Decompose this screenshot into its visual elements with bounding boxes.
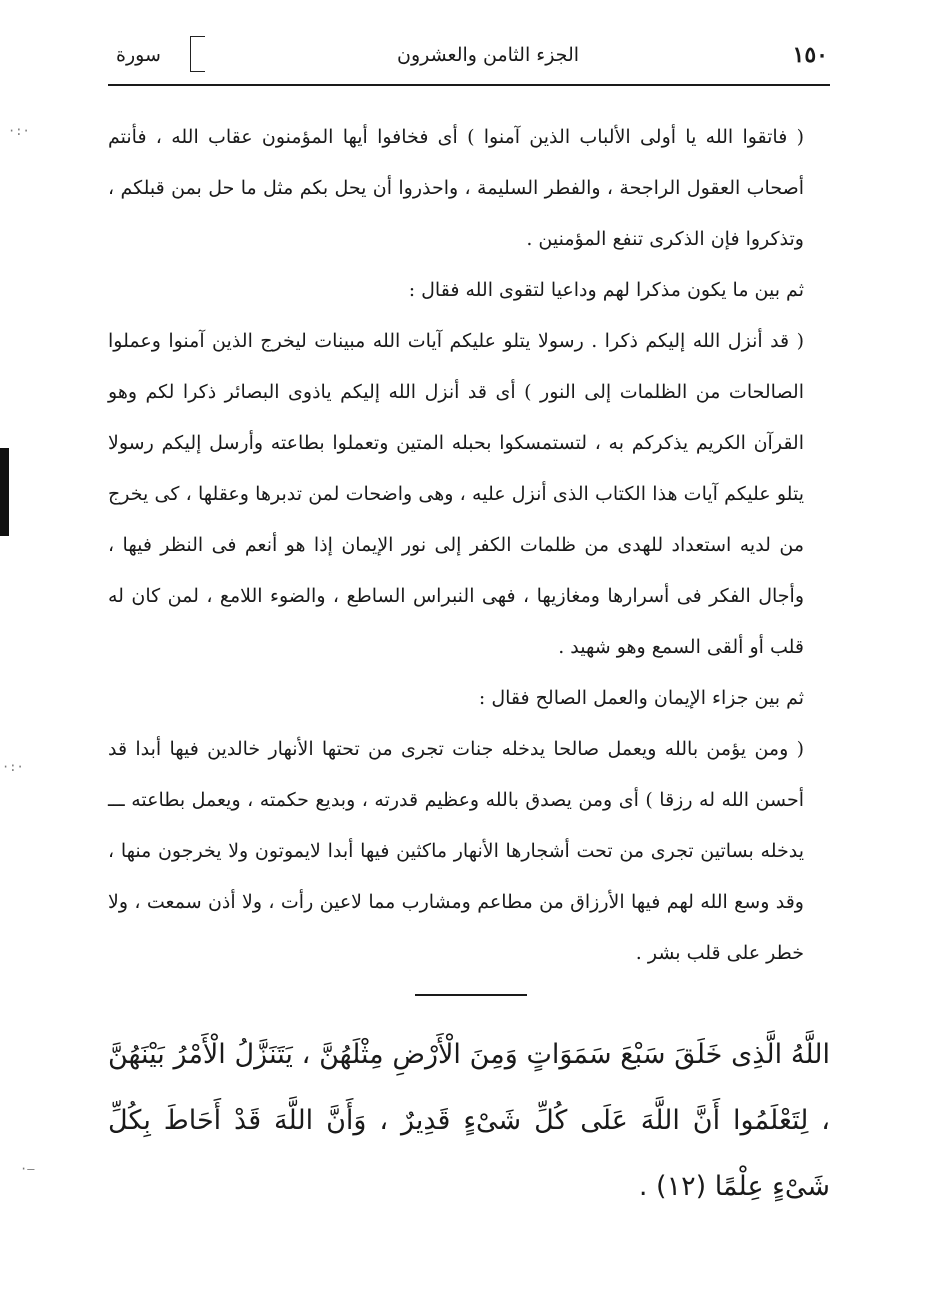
commentary-text (108, 112, 830, 979)
running-title: الجزء الثامن والعشرون (396, 44, 580, 66)
paragraph: ( فاتقوا الله يا أولى الألباب الذين آمنوا ) أى فخافوا أيها المؤمنون عقاب الله ، فأنتم أصحاب العقول الراجحة ، والفطر السليمة ، واحذروا أن يحل بكم مثل ما حل بمن قبلكم ، وتذكروا فإن الذكرى تنفع المؤمنين . (108, 126, 804, 250)
quran-verse: اللَّهُ الَّذِى خَلَقَ سَبْعَ سَمَوَاتٍ وَمِنَ الْأَرْضِ مِثْلَهُنَّ ، يَتَنَزَّلُ الْأَمْرُ بَيْنَهُنَّ ، لِتَعْلَمُوا أَنَّ اللَّهَ عَلَى كُلِّ شَىْءٍ قَدِيرٌ ، وَأَنَّ اللَّهَ قَدْ أَحَاطَ بِكُلِّ شَىْءٍ عِلْمًا (١٢) . (108, 1039, 830, 1202)
page-header (108, 36, 828, 80)
surah-label: سورة (116, 44, 161, 66)
section-separator (415, 994, 527, 996)
margin-speck: ·:· (8, 124, 30, 138)
scan-edge-mark (0, 448, 9, 536)
header-rule (108, 84, 830, 86)
paragraph: ثم بين ما يكون مذكرا لهم وداعيا لتقوى الله فقال : (408, 279, 804, 301)
paragraph: ( قد أنزل الله إليكم ذكرا . رسولا يتلو عليكم آيات الله مبينات ليخرج الذين آمنوا وعملوا الصالحات من الظلمات إلى النور ) أى قد أنزل الله إليكم ياذوى البصائر ذكرا لكم وهو القرآن الكريم يذكركم به ، لتستمسكوا بحبله المتين وتعملوا بطاعته وأرسل إليكم رسولا يتلو عليكم آيات هذا الكتاب الذى أنزل عليه ، وهى واضحات لمن تدبرها وعقلها ، كى يخرج من لديه استعداد للهدى من ظلمات الكفر إلى نور الإيمان إذا هو أنعم فى النظر فيها ، وأجال الفكر فى أسرارها ومغازيها ، فهى النبراس الساطع ، والضوء اللامع ، لمن كان له قلب أو ألقى السمع وهو شهيد . (108, 330, 804, 658)
margin-speck: ·:· (2, 760, 24, 774)
surah-bracket (190, 36, 205, 72)
paragraph: ثم بين جزاء الإيمان والعمل الصالح فقال : (478, 687, 804, 709)
paragraph: ( ومن يؤمن بالله ويعمل صالحا يدخله جنات تجرى من تحتها الأنهار خالدين فيها أبدا قد أحسن الله له رزقا ) أى ومن يصدق بالله وعظيم قدرته ، وبديع حكمته ، ويعمل بطاعته ـــ يدخله بساتين تجرى من تحت أشجارها الأنهار ماكثين فيها أبدا لايموتون ولا يخرجون منها ، وقد وسع الله لهم فيها الأرزاق من مطاعم ومشارب مما لاعين رأت ، ولا أذن سمعت ، ولا خطر على قلب بشر . (108, 738, 804, 964)
page-number: ١٥٠ (792, 42, 828, 68)
margin-speck: ·— (20, 1162, 35, 1176)
